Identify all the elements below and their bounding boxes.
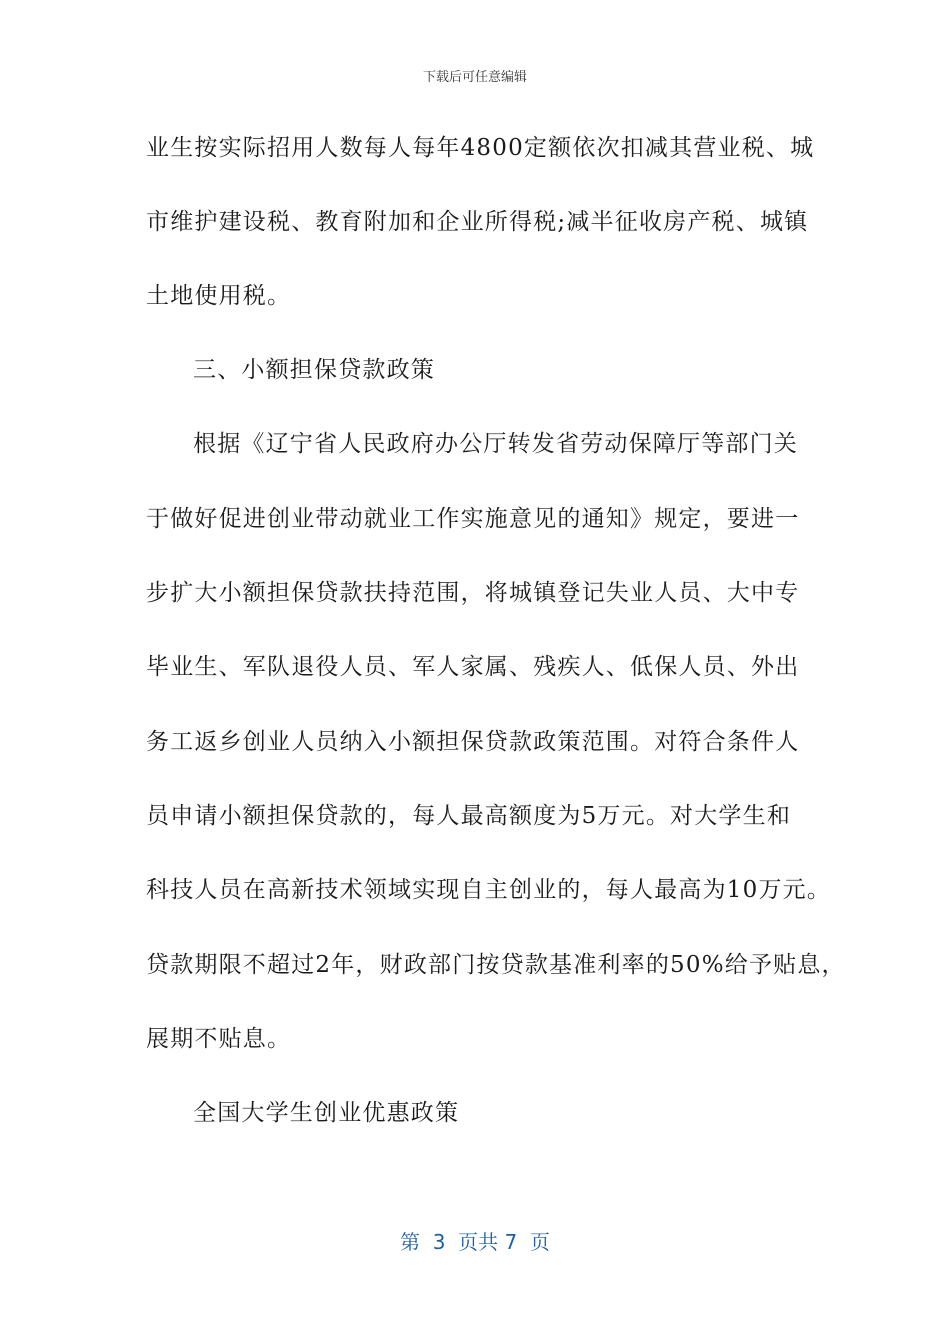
text-line: 员申请小额担保贷款的，每人最高额度为5万元。对大学生和 — [146, 803, 792, 829]
header-note: 下载后可任意编辑 — [422, 70, 527, 85]
text-line: 毕业生、军队退役人员、军人家属、残疾人、低保人员、外出 — [146, 654, 800, 680]
text-line: 贷款期限不超过2年，财政部门按贷款基准利率的50%给予贴息， — [146, 952, 846, 978]
section-heading: 全国大学生创业优惠政策 — [193, 1100, 460, 1126]
text-line: 土地使用税。 — [146, 283, 292, 309]
text-line: 展期不贴息。 — [146, 1026, 292, 1052]
text-line: 市维护建设税、教育附加和企业所得税;减半征收房产税、城镇 — [146, 209, 809, 235]
page-number: 第 3 页共 7 页 — [400, 1230, 550, 1254]
text-line: 业生按实际招用人数每人每年4800定额依次扣减其营业税、城 — [146, 135, 815, 161]
text-line: 于做好促进创业带动就业工作实施意见的通知》规定，要进一 — [146, 506, 800, 532]
text-line: 科技人员在高新技术领域实现自主创业的，每人最高为10万元。 — [146, 877, 832, 903]
text-line: 步扩大小额担保贷款扶持范围，将城镇登记失业人员、大中专 — [146, 580, 800, 606]
text-line: 根据《辽宁省人民政府办公厅转发省劳动保障厅等部门关 — [193, 431, 798, 457]
section-heading: 三、小额担保贷款政策 — [193, 357, 435, 383]
text-line: 务工返乡创业人员纳入小额担保贷款政策范围。对符合条件人 — [146, 729, 800, 755]
